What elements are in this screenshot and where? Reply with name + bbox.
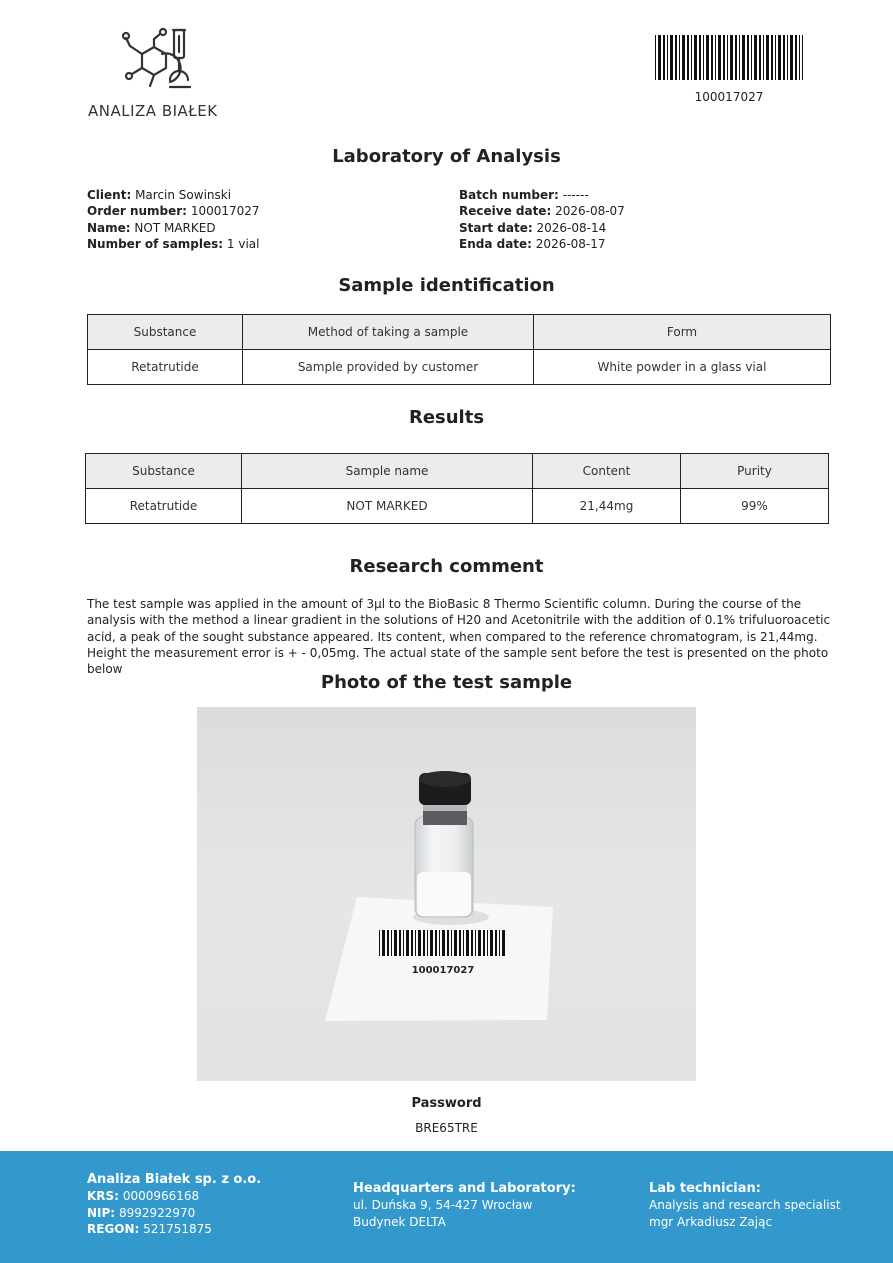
- sample-identification-heading: Sample identification: [338, 275, 555, 296]
- photo-heading: Photo of the test sample: [320, 672, 573, 693]
- client-info: [87, 187, 260, 252]
- name-label: Name:: [87, 220, 131, 235]
- barcode-bar: [411, 930, 413, 956]
- barcode-bar: [430, 930, 433, 956]
- results-table: [85, 453, 829, 524]
- company-logo-text: ANALIZA BIAŁEK: [88, 102, 218, 120]
- barcode-bar: [703, 35, 704, 80]
- footer-nip-value: 8992922970: [118, 1205, 196, 1220]
- barcode-bar: [475, 930, 476, 956]
- barcode-bar: [394, 930, 397, 956]
- barcode-bar: [454, 930, 457, 956]
- table-row: [86, 489, 829, 524]
- barcode-bar: [406, 930, 409, 956]
- barcode-bar: [742, 35, 745, 80]
- table-cell: 21,44mg: [533, 489, 681, 524]
- footer-krs: [87, 1188, 261, 1204]
- barcode-icon: [655, 35, 803, 80]
- vial-photo-image: [197, 707, 696, 1081]
- barcode-bar: [754, 35, 757, 80]
- barcode-bar: [711, 35, 713, 80]
- end-date-row: [459, 236, 625, 252]
- barcode-bar: [699, 35, 701, 80]
- footer-lab-technician: [649, 1181, 841, 1230]
- footer-tech-name: mgr Arkadiusz Zając: [649, 1214, 773, 1229]
- barcode-bar: [667, 35, 668, 80]
- footer-company-name: Analiza Białek sp. z o.o.: [87, 1172, 262, 1187]
- research-comment-heading: Research comment: [349, 556, 544, 577]
- table-header-cell: Purity: [681, 454, 829, 489]
- barcode-bar: [427, 930, 428, 956]
- barcode-bar: [442, 930, 445, 956]
- start-date-label: Start date:: [459, 220, 533, 235]
- footer-regon-value: 521751875: [143, 1221, 212, 1236]
- barcode-bar: [751, 35, 752, 80]
- page-title: Laboratory of Analysis: [332, 146, 561, 167]
- barcode-bar: [415, 930, 416, 956]
- start-date-value: 2026-08-14: [536, 220, 607, 235]
- barcode-bar: [799, 35, 800, 80]
- table-cell: Retatrutide: [86, 489, 242, 524]
- barcode-number: 100017027: [694, 90, 764, 104]
- photo-label-number: 100017027: [411, 965, 475, 976]
- barcode-bar: [730, 35, 733, 80]
- table-cell: NOT MARKED: [242, 489, 533, 524]
- footer-krs-label: KRS:: [87, 1189, 119, 1204]
- research-comment-text: The test sample was applied in the amount of 3µl to the BioBasic 8 Thermo Scientific column. During the course of the analysis with the method a linear gradient in the solutions of H20 and Acetonitrile with the addition of 0.1% trifuluoroacetic acid, a peak of the sought substance appeared. Its content, when compared to the reference chromatogram, is 21,44mg. Height the measurement error is + - 0,05mg. The actual state of the sample sent before the test is presented on the photo below: [87, 597, 831, 677]
- samples-label: Number of samples:: [87, 236, 224, 251]
- table-cell: White powder in a glass vial: [534, 350, 831, 385]
- table-row: [88, 350, 831, 385]
- client-value: Marcin Sowinski: [135, 188, 232, 202]
- table-header-row: [86, 454, 829, 489]
- barcode-bar: [483, 930, 485, 956]
- sample-identification-table: [87, 314, 831, 385]
- barcode-bar: [718, 35, 721, 80]
- name-value: NOT MARKED: [134, 220, 216, 235]
- batch-info: [459, 187, 625, 252]
- barcode-bar: [478, 930, 481, 956]
- barcode-bar: [763, 35, 764, 80]
- barcode-bar: [790, 35, 793, 80]
- password-label: Password: [411, 1096, 482, 1111]
- barcode-bar: [387, 930, 389, 956]
- table-header-cell: Method of taking a sample: [243, 315, 534, 350]
- client-row: [87, 187, 260, 203]
- barcode-bar: [739, 35, 740, 80]
- barcode-bar: [691, 35, 692, 80]
- barcode-bar: [682, 35, 685, 80]
- barcode-bar: [775, 35, 776, 80]
- barcode-bar: [787, 35, 788, 80]
- barcode-bar: [451, 930, 452, 956]
- receive-date-row: [459, 203, 625, 219]
- barcode-bar: [403, 930, 404, 956]
- barcode-bar: [447, 930, 449, 956]
- table-header-cell: Content: [533, 454, 681, 489]
- barcode-bar: [439, 930, 440, 956]
- table-cell: Retatrutide: [88, 350, 243, 385]
- barcode: [655, 35, 803, 80]
- receive-date-value: 2026-08-07: [555, 204, 625, 219]
- footer-krs-value: 0000966168: [122, 1189, 200, 1204]
- barcode-bar: [778, 35, 781, 80]
- barcode-bar: [771, 35, 773, 80]
- barcode-bar: [379, 930, 380, 956]
- batch-number-value: ------: [562, 188, 589, 202]
- table-header-cell: Form: [534, 315, 831, 350]
- table-header-cell: Substance: [88, 315, 243, 350]
- order-number-label: Order number:: [87, 204, 187, 219]
- barcode-bar: [747, 35, 749, 80]
- molecule-logo-icon: [118, 24, 208, 99]
- barcode-bar: [802, 35, 803, 80]
- barcode-bar: [487, 930, 488, 956]
- client-label: Client:: [87, 188, 132, 202]
- barcode-bar: [490, 930, 493, 956]
- barcode-bar: [759, 35, 761, 80]
- barcode-bar: [783, 35, 785, 80]
- barcode-bar: [670, 35, 673, 80]
- barcode-bar: [675, 35, 677, 80]
- table-header-cell: Sample name: [242, 454, 533, 489]
- barcode-bar: [795, 35, 797, 80]
- receive-date-label: Receive date:: [459, 204, 552, 219]
- barcode-bar: [399, 930, 401, 956]
- barcode-bar: [495, 930, 497, 956]
- footer-regon: [87, 1221, 261, 1237]
- table-header-cell: Substance: [86, 454, 242, 489]
- barcode-bar: [663, 35, 665, 80]
- barcode-bar: [706, 35, 709, 80]
- name-row: [87, 220, 260, 236]
- barcode-bar: [735, 35, 737, 80]
- barcode-bar: [687, 35, 689, 80]
- company-logo: [118, 24, 208, 99]
- password-value: BRE65TRE: [415, 1121, 478, 1135]
- results-heading: Results: [408, 407, 485, 428]
- footer-hq-address: ul. Duńska 9, 54-427 Wrocław: [353, 1198, 533, 1213]
- barcode-bar: [727, 35, 728, 80]
- barcode-bar: [658, 35, 661, 80]
- barcode-bar: [423, 930, 425, 956]
- footer-nip: [87, 1205, 261, 1221]
- barcode-bar: [715, 35, 716, 80]
- barcode-bar: [391, 930, 392, 956]
- batch-number-row: [459, 187, 625, 203]
- footer-regon-label: REGON:: [87, 1221, 140, 1236]
- barcode-bar: [499, 930, 500, 956]
- order-number-value: 100017027: [190, 204, 260, 219]
- table-cell: Sample provided by customer: [243, 350, 534, 385]
- samples-value: 1 vial: [226, 236, 260, 251]
- barcode-bar: [471, 930, 473, 956]
- sample-photo: [197, 707, 696, 1081]
- footer-hq-heading: Headquarters and Laboratory:: [353, 1181, 576, 1196]
- barcode-bar: [435, 930, 437, 956]
- barcode-bar: [766, 35, 769, 80]
- batch-number-label: Batch number:: [459, 188, 559, 202]
- footer-nip-label: NIP:: [87, 1205, 116, 1220]
- barcode-bar: [466, 930, 469, 956]
- footer: [0, 1151, 893, 1263]
- start-date-row: [459, 220, 625, 236]
- order-number-row: [87, 203, 260, 219]
- barcode-bar: [502, 930, 505, 956]
- barcode-bar: [463, 930, 464, 956]
- barcode-bar: [694, 35, 697, 80]
- footer-company-info: [87, 1172, 261, 1237]
- footer-tech-role: Analysis and research specialist: [649, 1198, 841, 1213]
- end-date-label: Enda date:: [459, 236, 532, 251]
- barcode-bar: [723, 35, 725, 80]
- table-cell: 99%: [681, 489, 829, 524]
- footer-headquarters: [353, 1181, 576, 1230]
- table-header-row: [88, 315, 831, 350]
- barcode-bar: [655, 35, 656, 80]
- barcode-bar: [679, 35, 680, 80]
- barcode-bar: [459, 930, 461, 956]
- footer-hq-building: Budynek DELTA: [353, 1214, 446, 1229]
- end-date-value: 2026-08-17: [535, 236, 606, 251]
- barcode-bar: [418, 930, 421, 956]
- samples-row: [87, 236, 260, 252]
- footer-tech-heading: Lab technician:: [649, 1181, 761, 1196]
- barcode-bar: [382, 930, 385, 956]
